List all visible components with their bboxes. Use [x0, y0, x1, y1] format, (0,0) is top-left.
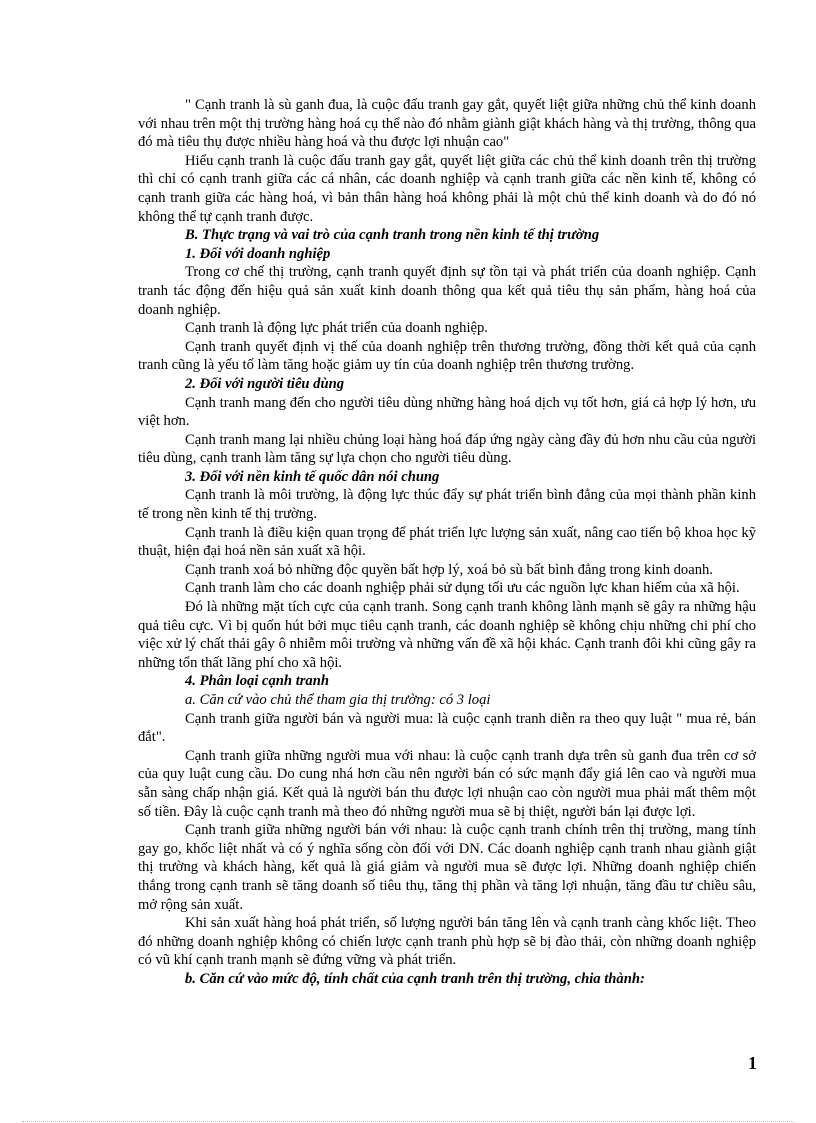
- body-paragraph: Cạnh tranh giữa những người bán với nhau: là cuộc cạnh tranh chính trên thị trường, mang tính gay go, khốc liệt nhất và có ý nghĩa sống còn đối với DN. Các doanh nghiệp cạnh tranh nhau giành giật thị trường và khách hàng, kết quả là giá giảm và người mua sẽ được lợi. Những doanh nghiệp chiến thắng trong cạnh tranh sẽ tăng doanh số tiêu thụ, tăng thị phần và tăng lợi nhuận, tăng đầu tư chiều sâu, mở rộng sản xuất.: [138, 822, 756, 913]
- subsection-heading: a. Căn cứ vào chủ thể tham gia thị trường: có 3 loại: [185, 692, 491, 708]
- section-heading: B. Thực trạng và vai trò của cạnh tranh trong nền kinh tế thị trường: [185, 227, 600, 244]
- page-body: [138, 96, 756, 989]
- body-paragraph: Cạnh tranh mang lại nhiều chủng loại hàng hoá đáp ứng ngày càng đầy đủ hơn nhu cầu của người tiêu dùng, cạnh tranh làm tăng sự lựa chọn cho người tiêu dùng.: [138, 431, 756, 467]
- body-paragraph: Cạnh tranh quyết định vị thế của doanh nghiệp trên thương trường, đồng thời kết quả của cạnh tranh cũng là yếu tố làm tăng hoặc giảm uy tín của doanh nghiệp trên thương trường.: [138, 338, 756, 374]
- body-paragraph: Cạnh tranh là động lực phát triển của doanh nghiệp.: [185, 320, 488, 337]
- body-paragraph: Cạnh tranh là môi trường, là động lực thúc đẩy sự phát triển bình đẳng của mọi thành phần kinh tế trong nền kinh tế thị trường.: [138, 487, 756, 523]
- body-paragraph: Cạnh tranh là điều kiện quan trọng để phát triển lực lượng sản xuất, nâng cao tiến bộ khoa học kỹ thuật, hiện đại hoá nền sản xuất xã hội.: [138, 524, 756, 560]
- body-paragraph: Cạnh tranh mang đến cho người tiêu dùng những hàng hoá dịch vụ tốt hơn, giá cả hợp lý hơn, ưu việt hơn.: [138, 394, 756, 430]
- body-paragraph: Hiểu cạnh tranh là cuộc đấu tranh gay gắt, quyết liệt giữa các chủ thể kinh doanh trên thị trường thì chỉ có cạnh tranh giữa các cá nhân, các doanh nghiệp và cạnh tranh giữa các nền kinh tế, không có cạnh tranh giữa các hàng hoá, vì bản thân hàng hoá không phải là một chủ thể kinh doanh và do đó nó không thể tự cạnh tranh được.: [138, 152, 756, 225]
- section-heading: 3. Đối với nền kinh tế quốc dân nói chung: [185, 468, 440, 485]
- section-heading: 4. Phân loại cạnh tranh: [185, 673, 329, 690]
- body-paragraph: Trong cơ chế thị trường, cạnh tranh quyết định sự tồn tại và phát triển của doanh nghiệp. Cạnh tranh tác động đến hiệu quả sản xuất kinh doanh thông qua kết quả tiêu thụ sản phẩm, hàng hoá của doanh nghiệp.: [138, 264, 756, 318]
- body-paragraph: Cạnh tranh xoá bỏ những độc quyền bất hợp lý, xoá bỏ sù bất bình đẳng trong kinh doanh.: [185, 561, 713, 578]
- section-heading: 2. Đối với người tiêu dùng: [185, 375, 345, 392]
- section-heading: b. Căn cứ vào mức độ, tính chất của cạnh tranh trên thị trường, chia thành:: [185, 970, 645, 987]
- page-edge-divider: [22, 1121, 794, 1122]
- body-paragraph: " Cạnh tranh là sù ganh đua, là cuộc đấu tranh gay gắt, quyết liệt giữa những chủ thể kinh doanh với nhau trên một thị trường hàng hoá cụ thể nào đó nhằm giành giật khách hàng và thị trường, thông qua đó mà tiêu thụ được nhiều hàng hoá và thu được lợi nhuận cao": [138, 97, 756, 151]
- page-number: 1: [748, 1053, 757, 1073]
- body-paragraph: Khi sản xuất hàng hoá phát triển, số lượng người bán tăng lên và cạnh tranh càng khốc liệt. Theo đó những doanh nghiệp không có chiến lược cạnh tranh phù hợp sẽ bị đào thải, còn những doanh nghiệp có vũ khí cạnh tranh mạnh sẽ đứng vững và phát triển.: [138, 915, 756, 969]
- body-paragraph: Cạnh tranh giữa người bán và người mua: là cuộc cạnh tranh diễn ra theo quy luật " mua rẻ, bán đắt".: [138, 710, 756, 746]
- section-heading: 1. Đối với doanh nghiệp: [185, 245, 331, 262]
- body-paragraph: Đó là những mặt tích cực của cạnh tranh. Song cạnh tranh không lành mạnh sẽ gây ra những hậu quả tiêu cực. Vì bị quốn hút bởi mục tiêu cạnh tranh, các doanh nghiệp sẽ không chịu những chi phí cho việc xử lý chất thải gây ô nhiễm môi trường và những vấn đề xã hội khác. Cạnh tranh đôi khi cũng gây ra những tổn thất lãng phí cho xã hội.: [138, 599, 756, 671]
- body-paragraph: Cạnh tranh làm cho các doanh nghiệp phải sử dụng tối ưu các nguồn lực khan hiếm của xã hội.: [185, 580, 740, 597]
- body-paragraph: Cạnh tranh giữa những người mua với nhau: là cuộc cạnh tranh dựa trên sù ganh đua trên cơ sở của quy luật cung cầu. Do cung nhá hơn cầu nên người bán có sức mạnh đẩy giá lên cao và người mua sẵn sàng chấp nhận giá. Kết quả là người bán thu được lợi nhuận cao còn người mua phải mất thêm một số tiền. Đây là cuộc cạnh tranh mà theo đó những người mua sẽ bị thiệt, người bán lại được lợi.: [138, 747, 756, 820]
